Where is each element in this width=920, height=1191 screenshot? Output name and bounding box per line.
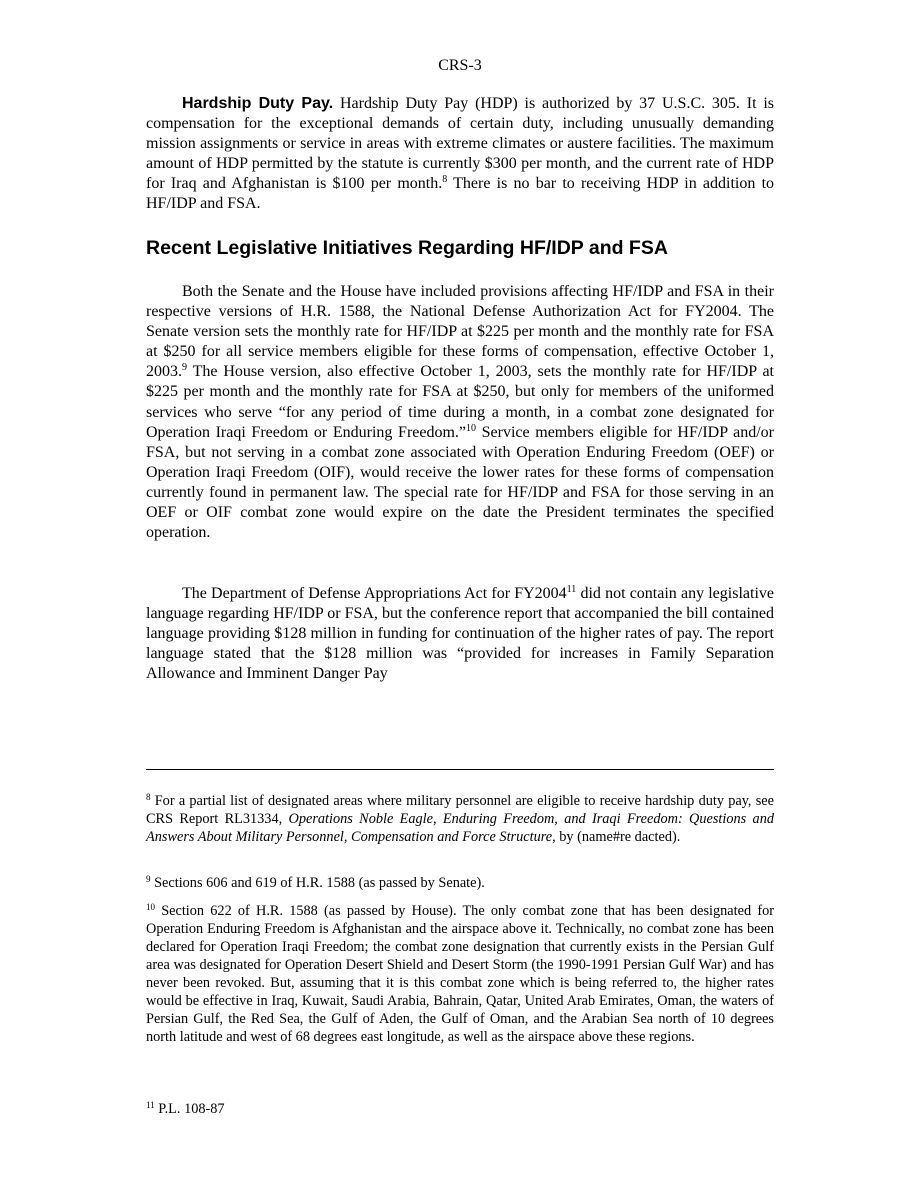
paragraph-text: The Department of Defense Appropriations Act for FY2004 <box>182 585 567 602</box>
page-number: CRS-3 <box>438 57 482 74</box>
footnote-divider <box>146 769 774 770</box>
footnote-9 <box>146 874 774 892</box>
paragraph-legislative-initiatives <box>146 282 774 543</box>
footnote-text: , by (name#re dacted). <box>552 829 681 845</box>
footnote-ref-10[interactable]: 10 <box>466 422 477 434</box>
paragraph-appropriations-act <box>146 584 774 684</box>
footnote-10 <box>146 902 774 1046</box>
paragraph-text: Service members eligible for HF/IDP and/or FSA, but not serving in a combat zone associated with Operation Enduring Freedom (OEF) or Operation Iraqi Freedom (OIF), would receive the lower rates for these forms of compensation currently found in permanent law. The special rate for HF/IDP and FSA for those serving in an OEF or OIF combat zone would expire on the date the President terminates the specified operation. <box>146 423 774 542</box>
footnote-11 <box>146 1100 774 1118</box>
footnote-text: P.L. 108-87 <box>154 1101 225 1117</box>
paragraph-text: Hardship Duty Pay (HDP) is authorized by 37 U.S.C. 305. It is compensation for the exceptional demands of certain duty, including unusually demanding mission assignments or service in areas with extreme climates or austere facilities. The maximum amount of HDP permitted by the statute is currently $300 per month, and the current rate of HDP for Iraq and Afghanistan is $100 per month. <box>146 95 775 193</box>
footnote-8 <box>146 792 774 846</box>
footnote-number: 8 <box>146 792 151 802</box>
footnote-ref-11[interactable]: 11 <box>566 584 577 595</box>
paragraph-text: The House version, also effective October 1, 2003, sets the monthly rate for HF/IDP at $225 per month and the monthly rate for FSA at $250, but only for members of the uniformed services who serve “for any period of time during a month, in a combat zone designated for Operation Iraqi Freedom or Enduring Freedom.” <box>146 363 774 441</box>
run-in-heading: Hardship Duty Pay. <box>182 95 334 112</box>
footnote-text: Section 622 of H.R. 1588 (as passed by House). The only combat zone that has been designated for Operation Enduring Freedom is Afghanistan and the airspace above it. Technically, no combat zone has been declared for Operation Iraqi Freedom; the combat zone designation that currently exists in the Persian Gulf area was designated for Operation Desert Shield and Desert Storm (the 1990-1991 Persian Gulf War) and has never been revoked. But, assuming that it is this combat zone which is being referred to, the higher rates would be effective in Iraq, Kuwait, Saudi Arabia, Bahrain, Qatar, United Arab Emirates, Oman, the waters of Persian Gulf, the Red Sea, the Gulf of Aden, the Gulf of Oman, and the Arabian Sea north of 10 degrees north latitude and west of 68 degrees east longitude, as well as the airspace above these regions. <box>146 903 774 1045</box>
footnote-number: 11 <box>146 1100 155 1110</box>
footnote-ref-9[interactable]: 9 <box>182 362 187 374</box>
paragraph-text: There is no bar to receiving HDP in addition to HF/IDP and FSA. <box>146 175 775 213</box>
footnote-number: 9 <box>146 874 151 884</box>
paragraph-hardship-duty-pay <box>146 94 774 215</box>
report-title: Operations Noble Eagle, Enduring Freedom, and Iraqi Freedom: Questions and Answers About Military Personnel, Compensation and Force Structure <box>146 811 774 845</box>
section-heading: Recent Legislative Initiatives Regarding HF/IDP and FSA <box>146 237 668 259</box>
paragraph-text: Both the Senate and the House have included provisions affecting HF/IDP and FSA in their respective versions of H.R. 1588, the National Defense Authorization Act for FY2004. The Senate version sets the monthly rate for HF/IDP at $225 per month and the monthly rate for FSA at $250 for all service members eligible for these forms of compensation, effective October 1, 2003. <box>146 283 774 381</box>
footnote-text: For a partial list of designated areas where military personnel are eligible to receive hardship duty pay, see CRS Report RL31334, <box>146 793 774 827</box>
footnote-ref-8[interactable]: 8 <box>442 174 448 186</box>
footnote-number: 10 <box>146 902 155 912</box>
footnote-text: Sections 606 and 619 of H.R. 1588 (as passed by Senate). <box>150 875 485 891</box>
paragraph-text: did not contain any legislative language regarding HF/IDP or FSA, but the conference report that accompanied the bill contained language providing $128 million in funding for continuation of the higher rates of pay. The report language stated that the $128 million was “provided for increases in Family Separation Allowance and Imminent Danger Pay <box>146 585 774 683</box>
